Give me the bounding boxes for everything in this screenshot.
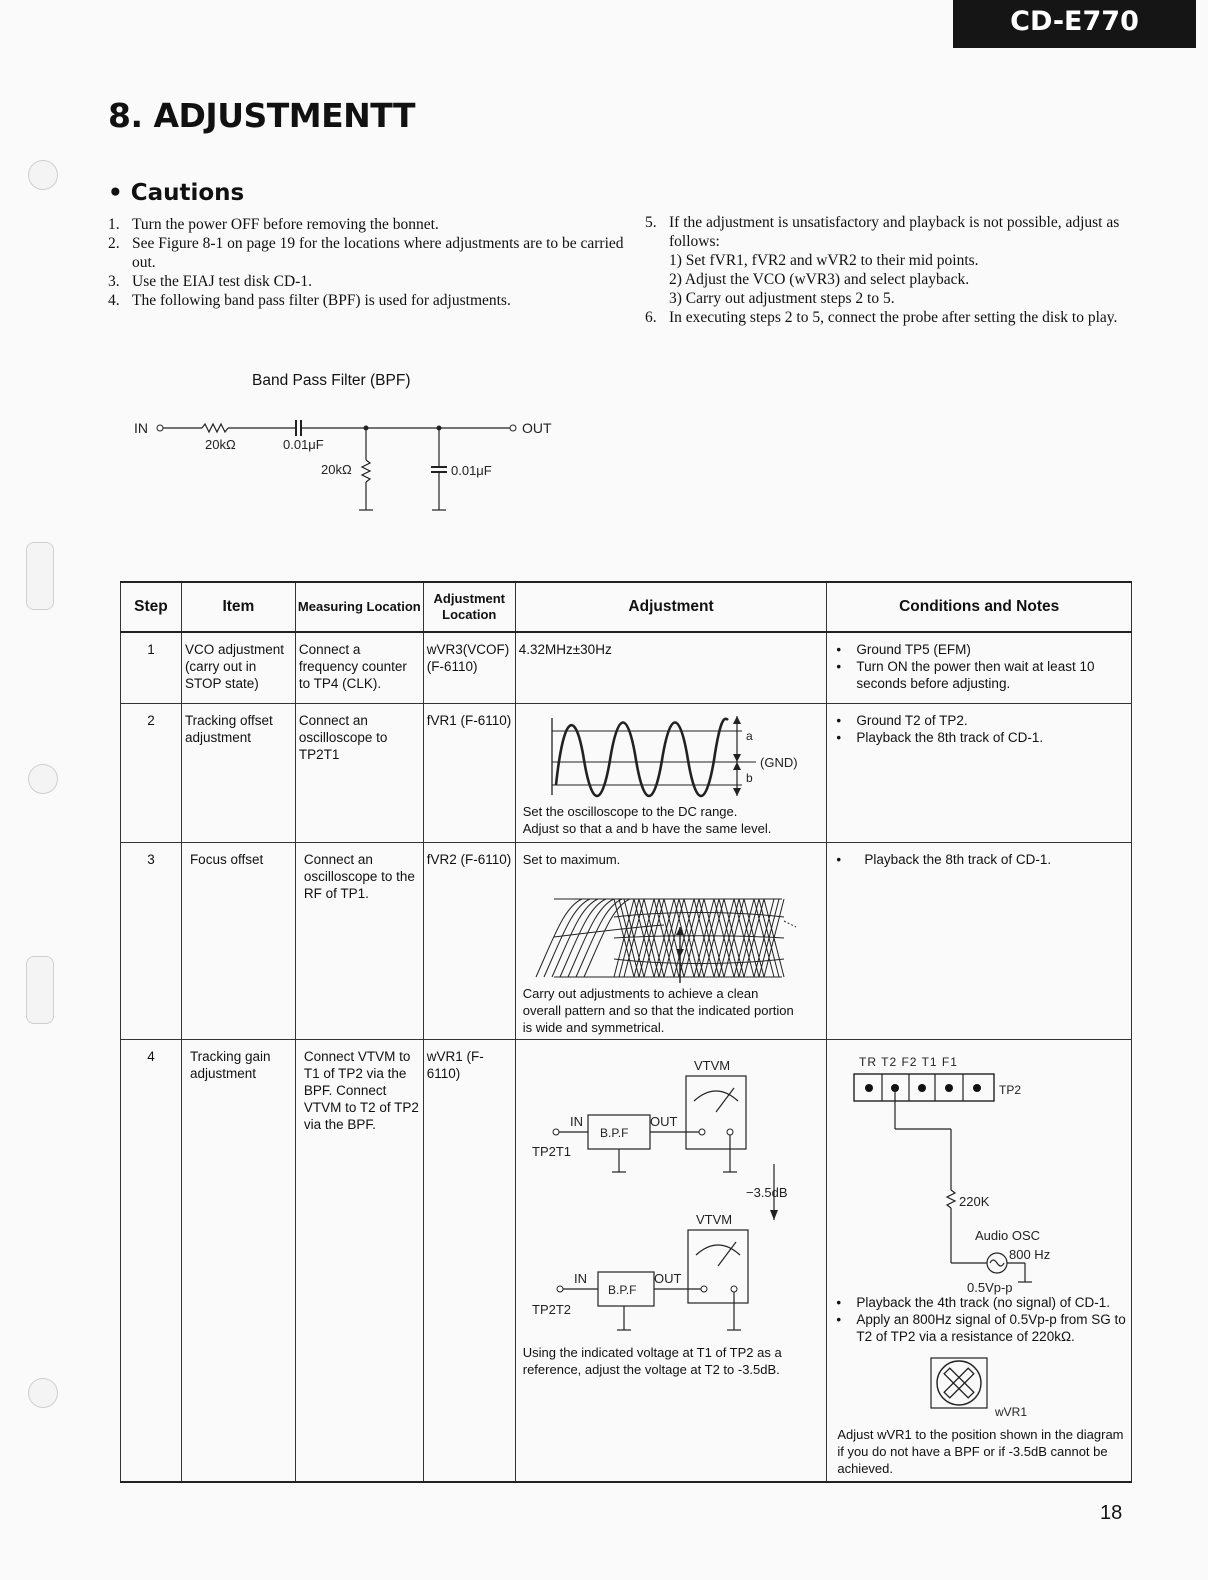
note-item: • Playback the 4th track (no signal) of CD-1. <box>830 1294 1130 1311</box>
eye-pattern-figure <box>534 877 824 987</box>
header-step: Step <box>121 582 182 632</box>
row-item: VCO adjustment (carry out in STOP state) <box>181 632 295 703</box>
db-label: −3.5dB <box>745 1184 788 1200</box>
row-measuring: Connect a frequency counter to TP4 (CLK). <box>295 632 423 703</box>
table-row <box>121 632 1132 703</box>
row-step: 2 <box>121 703 182 842</box>
tp2t2-label: TP2T2 <box>531 1301 571 1317</box>
row-notes-list <box>830 1294 1130 1345</box>
caution-item: 2. See Figure 8-1 on page 19 for the locations where adjustments are to be carried out. <box>108 235 624 271</box>
model-label: CD-E770 <box>953 0 1196 48</box>
row-adjustment <box>515 842 827 1039</box>
bpf-c2-label: 0.01μF <box>451 463 492 478</box>
gnd-label: (GND) <box>759 754 798 770</box>
caution-subitem: 1) Set fVR1, fVR2 and wVR2 to their mid points. <box>669 252 979 269</box>
row-item: Tracking offset adjustment <box>181 703 295 842</box>
in-label: IN <box>573 1270 587 1286</box>
bpf-r2-label: 20kΩ <box>321 462 352 477</box>
punch-hole <box>26 956 54 1024</box>
adjustment-caption: reference, adjust the voltage at T2 to -3.5dB. <box>522 1361 780 1377</box>
adjustment-caption: Carry out adjustments to achieve a clean <box>522 985 759 1001</box>
row-measuring: Connect an oscilloscope to the RF of TP1. <box>295 842 423 1039</box>
out-label: OUT <box>649 1113 678 1129</box>
header-item: Item <box>181 582 295 632</box>
table-row <box>121 703 1132 842</box>
row-item: Tracking gain adjustment <box>181 1039 295 1482</box>
adjustment-table <box>120 581 1132 1483</box>
row-adjustment <box>515 1039 827 1482</box>
audio-osc-label: Audio OSC <box>975 1227 1041 1243</box>
row-adj-location: fVR1 (F-6110) <box>423 703 515 842</box>
tp2t1-label: TP2T1 <box>531 1143 571 1159</box>
row-measuring: Connect VTVM to T1 of TP2 via the BPF. Connect VTVM to T2 of TP2 via the BPF. <box>295 1039 423 1482</box>
page-number: 18 <box>1100 1502 1123 1524</box>
caution-item: 5. If the adjustment is unsatisfactory and playback is not possible, adjust as follows: <box>645 214 1120 250</box>
header-measuring: Measuring Location <box>295 582 423 632</box>
cautions-list-right <box>645 213 1145 327</box>
header-adj-location: Adjustment Location <box>423 582 515 632</box>
vr-label: wVR1 <box>995 1404 1028 1418</box>
punch-hole <box>28 160 58 190</box>
note-item: • Playback the 8th track of CD-1. <box>830 729 1128 746</box>
row-notes <box>827 703 1132 842</box>
level-a-label: a <box>745 728 753 743</box>
caution-item: 6. In executing steps 2 to 5, connect the probe after setting the disk to play. <box>645 309 1118 326</box>
note-item: • Playback the 8th track of CD-1. <box>830 851 1128 868</box>
bpf-title: Band Pass Filter (BPF) <box>252 372 411 389</box>
row-adj-location: wVR3(VCOF) (F-6110) <box>423 632 515 703</box>
connector-pin-labels: TR T2 F2 T1 F1 <box>859 1054 959 1069</box>
header-adjustment: Adjustment <box>515 582 827 632</box>
note-item: • Ground TP5 (EFM) <box>830 641 1128 658</box>
bpf-in-label: IN <box>134 420 148 436</box>
note-item: • Apply an 800Hz signal of 0.5Vp-p from SG to T2 of TP2 via a resistance of 220kΩ. <box>830 1311 1130 1345</box>
punch-hole <box>28 764 58 794</box>
table-row <box>121 1039 1132 1482</box>
punch-hole <box>26 542 54 610</box>
level-b-label: b <box>745 770 753 785</box>
vtvm-label: VTVM <box>695 1211 732 1227</box>
table-header-row <box>121 582 1132 632</box>
row-measuring: Connect an oscilloscope to TP2T1 <box>295 703 423 842</box>
caution-subitem: 2) Adjust the VCO (wVR3) and select playback. <box>669 271 970 288</box>
table-row <box>121 842 1132 1039</box>
vtvm-measurement-figure <box>516 1046 826 1346</box>
vr-position-figure <box>927 1354 1087 1418</box>
tp2-connection-figure <box>827 1046 1127 1296</box>
final-note: Adjust wVR1 to the position shown in the diagram if you do not have a BPF or if -3.5dB cannot be achieved. <box>837 1426 1124 1476</box>
bpf-box-label: B.P.F <box>607 1282 637 1297</box>
adjustment-caption: Adjust so that a and b have the same level. <box>522 820 772 836</box>
cautions-list-left <box>108 215 628 310</box>
bpf-c1-label: 0.01μF <box>283 437 324 452</box>
row-notes <box>827 842 1132 1039</box>
note-item: • Turn ON the power then wait at least 10 seconds before adjusting. <box>830 658 1128 692</box>
row-adjustment: 4.32MHz±30Hz <box>515 632 827 703</box>
header-notes: Conditions and Notes <box>827 582 1132 632</box>
osc-freq-label: 800 Hz <box>1009 1246 1051 1262</box>
caution-item: 4. The following band pass filter (BPF) is used for adjustments. <box>108 292 511 309</box>
oscilloscope-sine-figure <box>524 710 824 802</box>
vtvm-label: VTVM <box>693 1057 730 1073</box>
cautions-heading: • Cautions <box>108 180 245 206</box>
page-title: 8. ADJUSTMENTT <box>108 96 416 135</box>
bpf-box-label: B.P.F <box>599 1125 629 1140</box>
punch-hole <box>28 1378 58 1408</box>
resistor-label: 220K <box>959 1193 990 1209</box>
row-step: 1 <box>121 632 182 703</box>
in-label: IN <box>569 1113 583 1129</box>
note-item: • Ground T2 of TP2. <box>830 712 1128 729</box>
row-adj-location: fVR2 (F-6110) <box>423 842 515 1039</box>
bpf-schematic <box>130 408 590 528</box>
bpf-out-label: OUT <box>522 420 552 436</box>
caution-item: 1. Turn the power OFF before removing the bonnet. <box>108 216 439 233</box>
row-notes <box>827 632 1132 703</box>
tp2-label: TP2 <box>999 1082 1022 1097</box>
adjustment-caption: Set the oscilloscope to the DC range. <box>522 803 738 819</box>
adjustment-caption: overall pattern and so that the indicated portion <box>522 1002 794 1018</box>
row-step: 3 <box>121 842 182 1039</box>
row-step: 4 <box>121 1039 182 1482</box>
out-label: OUT <box>653 1270 682 1286</box>
caution-item: 3. Use the EIAJ test disk CD-1. <box>108 273 312 290</box>
adjustment-top-text: Set to maximum. <box>522 851 621 867</box>
row-item: Focus offset <box>181 842 295 1039</box>
osc-level-label: 0.5Vp-p <box>967 1279 1013 1295</box>
row-adj-location: wVR1 (F-6110) <box>423 1039 515 1482</box>
caution-subitem: 3) Carry out adjustment steps 2 to 5. <box>669 290 895 307</box>
row-adjustment <box>515 703 827 842</box>
adjustment-caption: is wide and symmetrical. <box>522 1019 665 1035</box>
adjustment-caption: Using the indicated voltage at T1 of TP2 as a <box>522 1344 782 1360</box>
row-notes <box>827 1039 1132 1482</box>
bpf-r1-label: 20kΩ <box>205 437 236 452</box>
